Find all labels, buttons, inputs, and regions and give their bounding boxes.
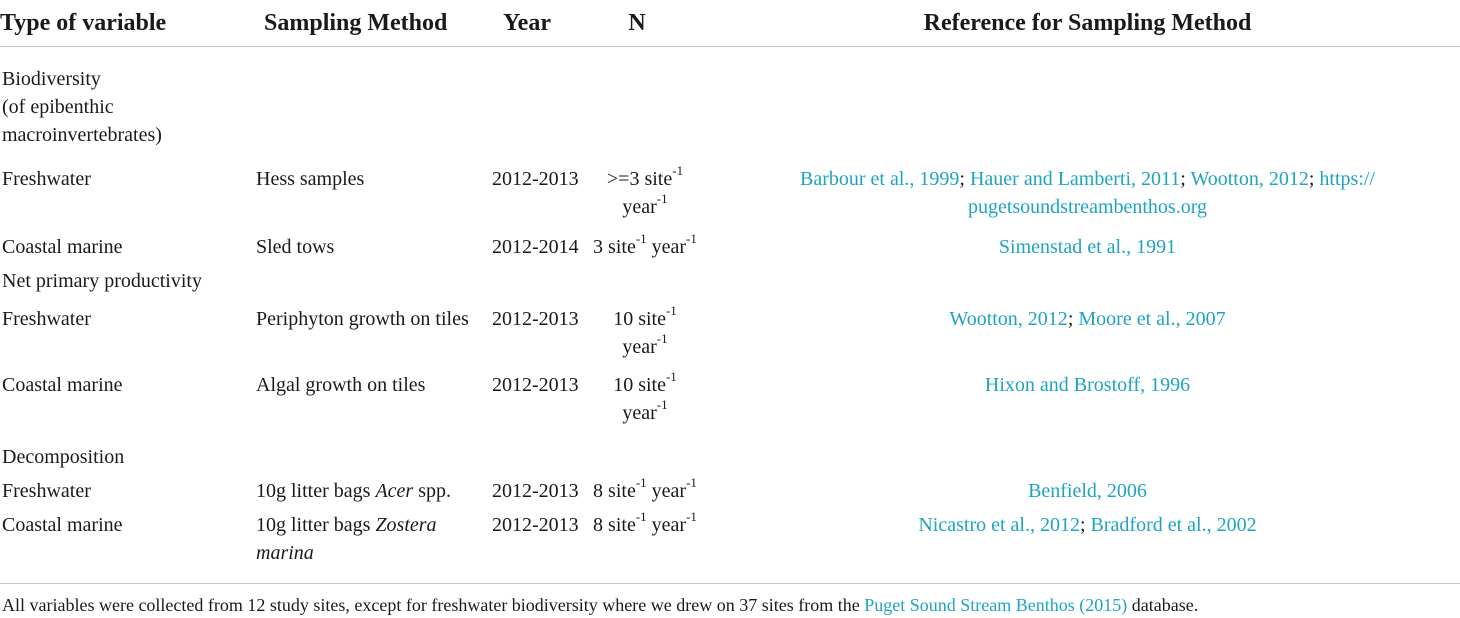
reference-link[interactable]: Hixon and Brostoff, 1996: [984, 374, 1191, 396]
reference-cell: [715, 231, 1460, 267]
n-unit: site: [638, 374, 666, 396]
reference-url-link[interactable]: https://: [1319, 168, 1375, 190]
header-method: Sampling Method: [248, 0, 491, 47]
group-label-decomposition: Decomposition: [2, 446, 125, 468]
group-label-biodiversity: [0, 47, 248, 156]
header-reference: Reference for Sampling Method: [715, 0, 1460, 47]
year-cell: 2012-2013: [492, 308, 579, 330]
n-exponent: -1: [672, 163, 684, 179]
year-cell: 2012-2014: [492, 236, 579, 258]
reference-link[interactable]: Benfield, 2006: [1028, 480, 1147, 502]
reference-link[interactable]: Simenstad et al., 1991: [998, 236, 1177, 258]
n-count: 3: [593, 236, 604, 258]
group-label-line: Biodiversity: [2, 68, 101, 90]
method-cell: Sled tows: [256, 236, 335, 258]
reference-link[interactable]: Hauer and Lamberti, 2011: [969, 168, 1181, 190]
n-exponent: -1: [656, 191, 668, 207]
table-row: [0, 267, 1460, 305]
n-unit: year: [622, 402, 657, 424]
type-cell: Coastal marine: [2, 514, 123, 536]
type-cell: Coastal marine: [2, 374, 123, 396]
species-name: Zostera marina: [256, 514, 437, 564]
method-cell: Periphyton growth on tiles: [256, 308, 469, 330]
n-exponent: -1: [686, 231, 697, 247]
method-cell: Hess samples: [256, 168, 365, 190]
reference-url-link[interactable]: pugetsoundstreambenthos.org: [967, 196, 1208, 218]
reference-cell: Wootton, 2012; Moore et al., 2007: [949, 308, 1226, 330]
n-count: 8: [593, 480, 604, 502]
reference-cell: [715, 371, 1460, 443]
method-cell: Algal growth on tiles: [256, 374, 426, 396]
n-unit: site: [638, 308, 666, 330]
n-cell: [587, 475, 715, 511]
n-cell: [587, 371, 715, 443]
n-exponent: -1: [635, 509, 647, 525]
table-row: [0, 475, 1460, 511]
n-exponent: -1: [686, 509, 697, 525]
n-unit: site: [608, 236, 636, 258]
year-cell: 2012-2013: [492, 168, 579, 190]
table-row: [0, 443, 1460, 475]
table-header: [0, 0, 1460, 47]
method-cell: 10g litter bags Acer spp.: [256, 480, 451, 502]
year-cell: 2012-2013: [492, 374, 579, 396]
n-unit: site: [608, 480, 636, 502]
table-bottom-rule: [0, 583, 1460, 584]
table-row: [0, 371, 1460, 443]
n-unit: year: [651, 514, 687, 536]
table-row: [0, 511, 1460, 571]
n-unit: year: [622, 336, 657, 358]
n-cell: [587, 305, 715, 371]
n-exponent: -1: [686, 475, 697, 491]
header-year: Year: [491, 0, 587, 47]
type-cell: Freshwater: [2, 308, 91, 330]
reference-link[interactable]: Wootton, 2012: [1190, 168, 1309, 190]
reference-link[interactable]: Wootton, 2012: [949, 308, 1068, 330]
group-label-line: (of epibenthic: [2, 96, 114, 118]
n-cell: [587, 155, 715, 231]
n-cell: [587, 231, 715, 267]
table-footnote: All variables were collected from 12 study sites, except for freshwater biodiversity where we drew on 37 sites from the Puget Sound Stream Benthos (2015) database.: [2, 595, 1199, 615]
reference-cell: Nicastro et al., 2012; Bradford et al., 2002: [918, 514, 1257, 536]
n-cell: [587, 511, 715, 571]
header-n: N: [587, 0, 715, 47]
table-row: [0, 231, 1460, 267]
n-exponent: -1: [635, 231, 647, 247]
n-count: 10: [613, 308, 634, 330]
n-exponent: -1: [656, 397, 668, 413]
group-label-line: macroinvertebrates): [2, 124, 162, 146]
species-name: Acer: [375, 480, 414, 502]
reference-link[interactable]: Barbour et al., 1999: [800, 168, 960, 190]
type-cell: Freshwater: [2, 168, 91, 190]
type-cell: Freshwater: [2, 480, 91, 502]
reference-link[interactable]: Bradford et al., 2002: [1090, 514, 1257, 536]
type-cell: Coastal marine: [2, 236, 123, 258]
n-unit: year: [622, 196, 657, 218]
n-unit: year: [651, 480, 687, 502]
table-row: [0, 47, 1460, 156]
n-exponent: -1: [665, 369, 677, 385]
reference-link[interactable]: Nicastro et al., 2012: [918, 514, 1080, 536]
group-label-npp: Net primary productivity: [2, 270, 202, 292]
n-unit: site: [608, 514, 636, 536]
n-exponent: -1: [656, 331, 668, 347]
table-row: [0, 155, 1460, 231]
n-count: >=3: [606, 168, 640, 190]
n-exponent: -1: [635, 475, 647, 491]
header-type: Type of variable: [0, 0, 248, 47]
method-cell: 10g litter bags Zostera marina: [256, 514, 437, 564]
reference-link[interactable]: Moore et al., 2007: [1078, 308, 1226, 330]
n-unit: site: [644, 168, 673, 190]
n-count: 10: [613, 374, 634, 396]
reference-cell: Barbour et al., 1999; Hauer and Lamberti, 2011; Wootton, 2012; https:// pugetsoundstreambenthos.org: [800, 168, 1375, 218]
n-count: 8: [593, 514, 604, 536]
year-cell: 2012-2013: [492, 514, 579, 536]
n-unit: year: [651, 236, 687, 258]
year-cell: 2012-2013: [492, 480, 579, 502]
n-exponent: -1: [665, 303, 677, 319]
footnote-reference-link[interactable]: Puget Sound Stream Benthos (2015): [864, 595, 1128, 615]
reference-cell: [715, 475, 1460, 511]
table-row: [0, 305, 1460, 371]
